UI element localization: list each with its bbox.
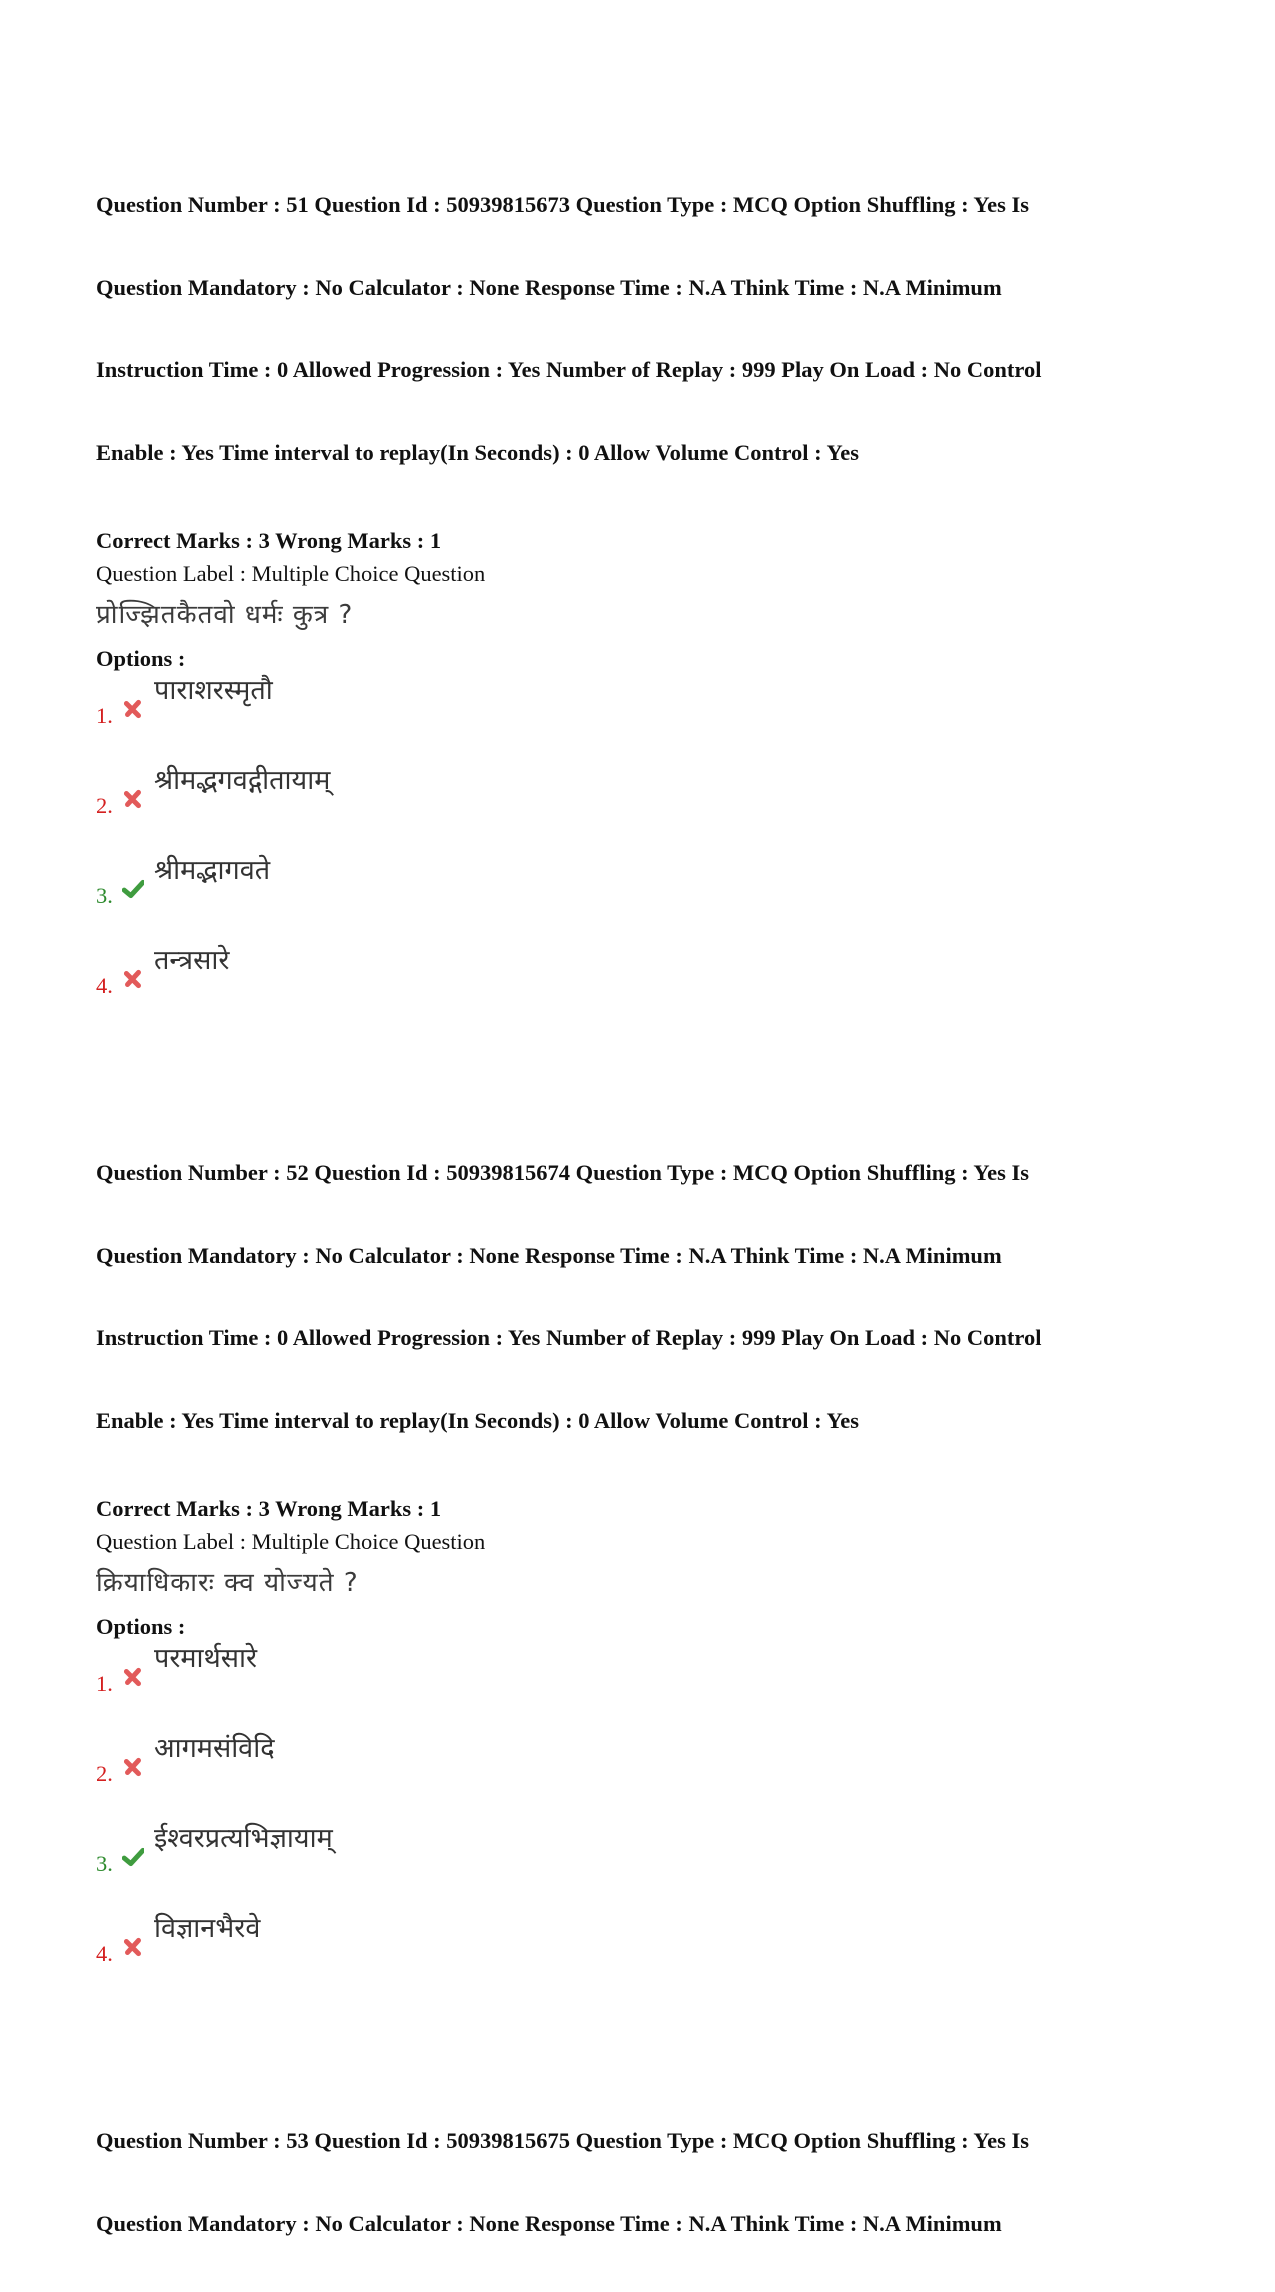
meta-line: Enable : Yes Time interval to replay(In Seconds) : 0 Allow Volume Control : Yes [96,1407,859,1433]
check-icon [122,878,144,900]
option-number: 2. [96,793,113,818]
option-item [96,672,1206,762]
meta-line: Question Mandatory : No Calculator : None Response Time : N.A Think Time : N.A Minimum [96,1242,1002,1268]
option-item [96,1730,1206,1820]
question-meta [96,1104,1206,1489]
question-marks: Correct Marks : 3 Wrong Marks : 1 [96,1496,442,1521]
question-block [96,136,1206,1032]
option-text: विज्ञानभैरवे [154,1913,261,1944]
cross-icon [122,1936,144,1958]
options-heading: Options : [96,1614,186,1639]
meta-line: Instruction Time : 0 Allowed Progression : Yes Number of Replay : 999 Play On Load : No Control [96,357,1042,382]
option-item [96,852,1206,942]
document-page [96,136,1206,2292]
question-label: Question Label : Multiple Choice Question [96,1529,486,1554]
option-number: 2. [96,1761,113,1786]
question-meta [96,2072,1206,2292]
question-block [96,2072,1206,2292]
option-item [96,762,1206,852]
option-item [96,1640,1206,1730]
question-text: प्रोज्झितकैतवो धर्मः कुत्र ? [96,600,354,630]
option-item [96,1910,1206,2000]
option-number: 1. [96,703,113,728]
question-label: Question Label : Multiple Choice Question [96,561,486,586]
meta-line: Question Number : 53 Question Id : 50939815675 Question Type : MCQ Option Shuffling : Yes Is [96,2128,1030,2153]
cross-icon [122,698,144,720]
option-number: 4. [96,1941,113,1966]
cross-icon [122,968,144,990]
option-number: 3. [96,883,113,908]
question-block [96,1104,1206,2000]
option-number: 4. [96,973,113,998]
option-text: ईश्वरप्रत्यभिज्ञायाम् [154,1823,333,1854]
meta-line: Question Number : 51 Question Id : 50939815673 Question Type : MCQ Option Shuffling : Yes Is [96,192,1030,217]
option-item [96,942,1206,1032]
cross-icon [122,1666,144,1688]
meta-line: Enable : Yes Time interval to replay(In Seconds) : 0 Allow Volume Control : Yes [96,439,859,465]
option-text: आगमसंविदि [154,1733,275,1764]
question-meta [96,136,1206,521]
option-item [96,1820,1206,1910]
option-text: श्रीमद्भगवद्गीतायाम् [154,765,331,796]
check-icon [122,1846,144,1868]
option-text: तन्त्रसारे [154,945,230,976]
option-text: पाराशरस्मृतौ [154,675,273,706]
question-marks: Correct Marks : 3 Wrong Marks : 1 [96,528,442,553]
meta-line: Question Number : 52 Question Id : 50939815674 Question Type : MCQ Option Shuffling : Yes Is [96,1160,1030,1185]
option-text: श्रीमद्भागवते [154,855,271,886]
option-text: परमार्थसारे [154,1643,258,1674]
option-number: 3. [96,1851,113,1876]
question-text: क्रियाधिकारः क्व योज्यते ? [96,1568,359,1598]
meta-line: Instruction Time : 0 Allowed Progression : Yes Number of Replay : 999 Play On Load : No Control [96,1325,1042,1350]
options-heading: Options : [96,646,186,671]
meta-line: Question Mandatory : No Calculator : None Response Time : N.A Think Time : N.A Minimum [96,274,1002,300]
cross-icon [122,1756,144,1778]
option-number: 1. [96,1671,113,1696]
meta-line: Question Mandatory : No Calculator : None Response Time : N.A Think Time : N.A Minimum [96,2210,1002,2236]
cross-icon [122,788,144,810]
